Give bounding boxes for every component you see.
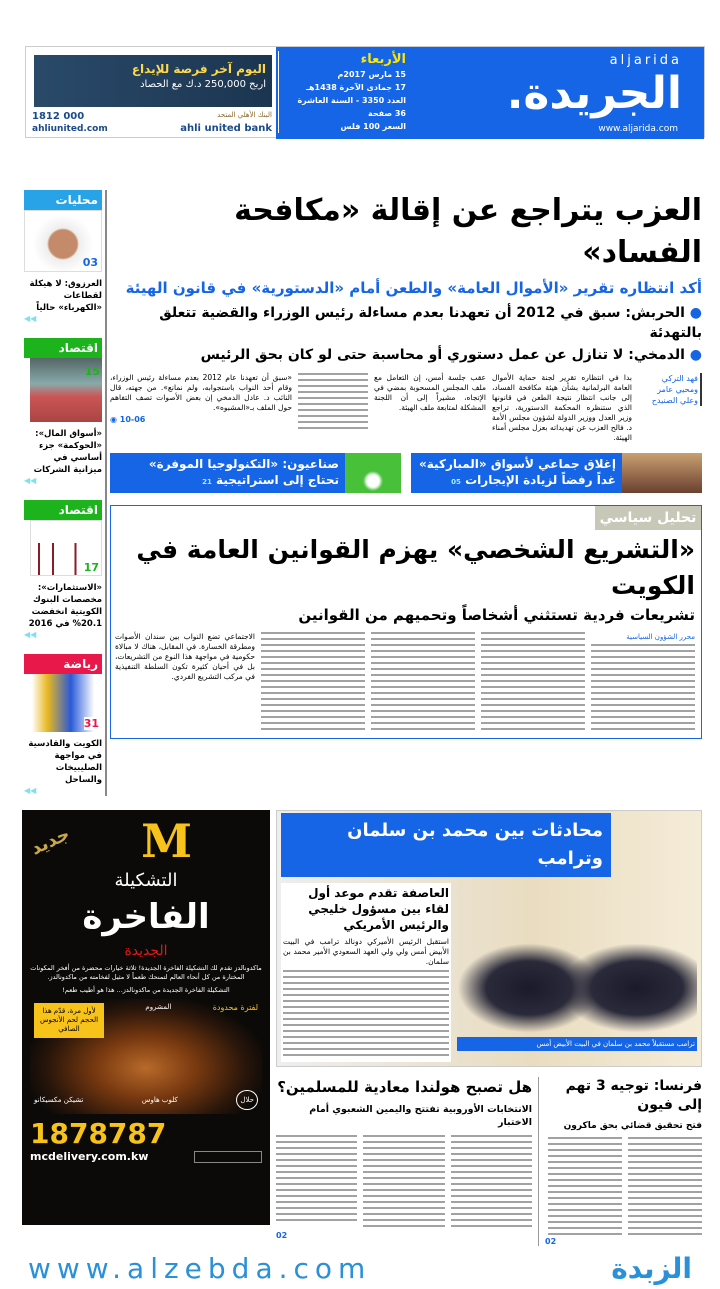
holland-body [363,1135,444,1231]
section-label: محليات [24,190,102,210]
bank-phone: 1812 000 [32,111,85,122]
analysis-column: الاجتماعي تضع النواب بين سندان الأصوات ومطرقة الخسارة. في المقابل، هناك لا مبالاة حكومية في مواجهة هذا النوع من التشريعات، بل في أحيان كثيرة تكون السلطة التنفيذية في مركب التشريع الفردي. [115,632,255,681]
analysis-box[interactable] [110,505,702,739]
holland-subhead: الانتخابات الأوروبية تفتتح واليمين الشعبوي أمام الاختبار [309,1104,532,1128]
mcdonalds-ad[interactable] [22,810,270,1225]
person-photo [24,210,102,272]
sidebar-text: «الاستثمارات»: مخصصات البنوك الكويتية انخفضت 20.1% في 2016 [28,583,102,629]
bank-ad-headline: اليوم آخر فرصة للإيداع [131,62,266,76]
stock-exchange-photo [30,358,102,422]
bullet-text: الحربش: سبق في 2012 أن تعهدنا بعدم مساءلة رئيس الوزراء والقضية تتعلق بالتهدئة [159,305,702,341]
delivery-phone: 1878787 [30,1117,167,1150]
teaser-sub: غداً رفضاً لزيادة الإيجارات [465,473,616,487]
trump-subhead: العاصفة تقدم موعد أول لقاء بين مسؤول خليجي والرئيس الأمريكي [308,886,449,932]
page-number: 10-06 [119,415,146,424]
lead-column-3 [298,373,368,433]
date-block [278,51,408,133]
promo-badge: لأول مرة، قدّم هذا الحجم لحم الأنجوس الصافي [34,1003,104,1038]
teaser-sub: تحتاج إلى استراتيجية [216,473,339,487]
burger-name: المشروم [145,1003,172,1011]
app-store-badges[interactable] [194,1151,262,1163]
lead-bullet [110,303,702,343]
photo-caption: ترامب مستقبلاً محمد بن سلمان في البيت الأبيض أمس [457,1037,697,1051]
arrow-icon: ◀◀ [24,630,37,639]
section-label: رياضة [24,654,102,674]
analysis-headline: «التشريع الشخصي» يهزم القوانين العامة في الكويت [136,535,695,600]
page-number: 02 [545,1237,557,1246]
lead-story[interactable] [110,190,702,443]
delivery-site: mcdelivery.com.kw [30,1150,149,1163]
new-label: جديد [27,822,74,860]
teaser-technology[interactable] [110,453,401,493]
burger-name: تشيكن مكسيكانو [34,1096,84,1104]
day: الأربعاء [360,52,406,67]
france-body [628,1137,702,1237]
teaser-mubarakiya[interactable] [411,453,702,493]
issue-number: العدد 3350 - السنة العاشرة [297,96,406,105]
bullet-text: الدمخي: لا تنازل عن عمل دستوري أو محاسبة حتى لو كان بحق الرئيس [200,347,685,363]
bank-name-en: ahli united bank [180,123,272,134]
bullet-icon: ● [684,305,702,321]
lead-subhead: أكد انتظاره تقرير «الأموال العامة» والطعن أمام «الدستورية» في قانون الهيئة [125,279,702,297]
footer-url[interactable]: www.alzebda.com [28,1252,372,1285]
arrow-icon: ◀◀ [24,476,37,485]
golden-arches-logo: M [141,814,192,868]
ad-body: ماكدونالدز تقدم لك التشكيلة الفاخرة الجديدة! ثلاثة خيارات محضرة من أفخر المكونات المختارة من كل أنحاء العالم لتمنحك طعماً لا مثيل لفخامته من ماكدونالدز. [30,964,262,981]
bank-site: ahliunited.com [32,124,108,134]
bank-ad-subline: اربح 250,000 د.ك مع الحصاد [140,79,266,90]
analysis-column [371,632,475,732]
france-headline: فرنسا: توجيه 3 تهم إلى فيون [565,1078,702,1113]
bullet-icon: ● [684,347,702,363]
page-number: 05 [451,478,461,486]
holland-body [276,1135,357,1225]
logo-ar: الجريدة. [506,68,682,119]
bank-name-ar: البنك الأهلي المتحد [217,111,272,119]
masthead [276,47,704,139]
byline: فهد التركي ومحيي عامر وعلي الصنيدح [638,373,702,406]
market-photo [622,453,702,493]
lead-column-4: «سبق أن تعهدنا عام 2012 بعدم مساءلة رئيس الوزراء، وقام أحد النواب باستجوابه، ولم نمانع». من جهته، قال النائب د. عادل الدمخي إن بعض الأصوات تصف التفاهم حول الملف بـ«المشبوه». [110,373,292,412]
teaser-title: إغلاق جماعي لأسواق «المباركية» [419,457,616,471]
section-label: اقتصاد [24,338,102,358]
ad-title-1: التشكيلة [114,870,178,891]
trump-body: استقبل الرئيس الأميركي دونالد ترامب في البيت الأبيض أمس ولي ولي العهد السعودي الأمير محمد بن سلمان. [283,937,449,966]
holland-body [451,1135,532,1231]
column-divider [538,1077,539,1246]
lead-page-ref[interactable] [110,415,292,424]
sidebar-item-economy-2[interactable] [24,500,102,640]
page-number: 31 [83,717,99,730]
ad-title-2: الفاخرة [82,897,210,937]
holland-headline: هل تصبح هولندا معادية للمسلمين؟ [277,1078,532,1096]
lightbulb-photo [345,453,401,493]
ad-tagline: التشكيلة الفاخرة الجديدة من ماكدونالدز... هذا هو أطيب طعم! [62,986,230,994]
page-number: 03 [82,256,98,269]
bank-ad-banner [34,55,272,107]
halal-badge: حلال [236,1090,258,1110]
date-gregorian: 15 مارس 2017م [337,70,406,79]
website: www.aljarida.com [598,124,678,134]
logo-en: aljarida [609,53,682,68]
arrow-icon: ◀◀ [24,786,37,795]
price: السعر 100 فلس [340,122,406,131]
france-body [548,1137,622,1237]
lead-bullet [110,345,702,365]
section-label: اقتصاد [24,500,102,520]
meeting-photo [457,883,697,1033]
bar-chart-thumbnail [30,520,102,576]
sidebar-item-sports[interactable] [24,654,102,796]
page-number: 02 [276,1231,288,1240]
france-subhead: فتح تحقيق قضائي بحق ماكرون [563,1121,702,1131]
arrow-icon: ◀◀ [24,314,37,323]
logo [412,49,692,137]
sidebar-item-economy-1[interactable] [24,338,102,486]
ad-title-3: الجديدة [124,943,168,959]
bank-ad[interactable] [26,47,278,139]
trump-body-lines [283,970,449,1060]
sidebar-text: «أسواق المال»: «الحوكمة» جزء أساسي في ميزانية الشركات [33,429,102,475]
lead-column-2: عقب جلسة أمس، إن التعامل مع ملف المجلس المسحوبة بمضي في الإتجاه، مشيراً إلى أن اللجنة المشكلة لمتابعة ملف الهيئة. [374,373,486,412]
page-number: 17 [83,561,99,574]
footer-logo: الزبدة [611,1252,692,1285]
analysis-column [481,632,585,732]
limited-time: لفترة محدودة [212,1003,258,1012]
page-number: 21 [202,478,212,486]
arrow-icon: ◉ [110,415,117,424]
sidebar-item-local[interactable] [24,190,102,324]
byline: محرر الشؤون السياسية [626,633,695,641]
holland-story[interactable] [276,1077,532,1240]
burger-photo [30,999,262,1114]
trump-story[interactable] [276,810,702,1067]
analysis-subhead: تشريعات فردية تستثني أشخاصاً وتحميهم من القوانين [298,606,695,624]
lead-column-1: بدا في انتظاره تقرير لجنة حماية الأموال العامة البرلمانية بشأن هيئة مكافحة الفساد، إلى جانب انتظار نتيجة الطعن في قانونها الذي ستنظره المحكمة الدستورية، تراجع وزير العدل ووزير الدولة لشؤون مجلس الأمة د. فالح العزب عن تهديداته بعزل مجلس أمناء الهيئة. [492,373,632,442]
burger-name: كلوب هاوس [141,1096,178,1104]
trump-headline: محادثات بين محمد بن سلمان وترامب [281,813,611,877]
lead-headline: العزب يتراجع عن إقالة «مكافحة الفساد» [234,193,702,270]
page-number: 15 [84,365,100,378]
header [25,46,705,138]
analysis-column [591,644,695,732]
analysis-tag: تحليل سياسي [595,506,701,530]
page-count: 36 صفحة [367,109,406,118]
analysis-column [261,632,365,732]
teaser-title: صناعيون: «التكنولوجيا الموفرة» [148,457,339,471]
france-story[interactable] [545,1077,702,1246]
sidebar-text: العرزوق: لا هيكلة لقطاعات «الكهرباء» حالياً [29,279,102,313]
sidebar-divider [105,190,107,796]
date-hijri: 17 جمادى الآخرة 1438هـ [306,83,406,92]
sidebar-text: الكويت والقادسية في مواجهة الصليبيخات والساحل [28,739,102,785]
football-photo [24,674,102,732]
